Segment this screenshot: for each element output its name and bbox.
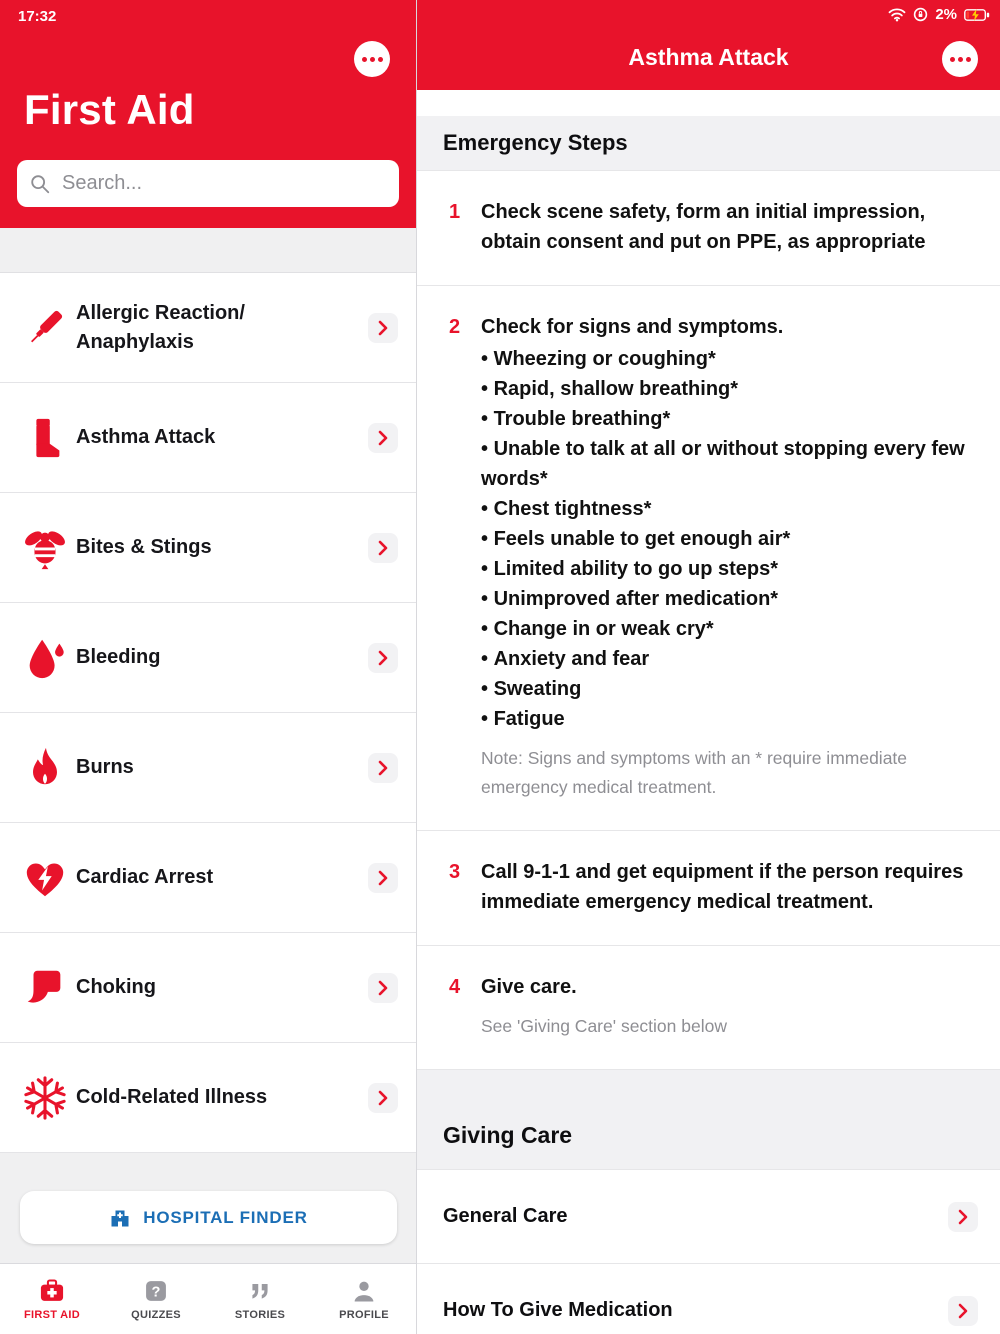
sidebar-item-label: Burns xyxy=(76,756,134,778)
step-text: Give care. xyxy=(481,976,577,998)
tab-quizzes[interactable] xyxy=(104,1264,208,1334)
symptom-item: • Sweating xyxy=(481,674,970,704)
chevron-right-icon xyxy=(948,1296,978,1326)
battery-charging-icon xyxy=(964,9,990,21)
hospital-finder-label: HOSPITAL FINDER xyxy=(143,1207,308,1227)
step-text: Call 9-1-1 and get equipment if the person requires immediate emergency medical treatment. xyxy=(481,861,964,913)
step-4 xyxy=(417,946,1000,1070)
step-number: 3 xyxy=(449,861,461,883)
svg-text:?: ? xyxy=(151,1284,161,1301)
step-text: Check for signs and symptoms. xyxy=(481,316,784,338)
snowflake-icon xyxy=(22,1075,76,1121)
sidebar-item-asthma-attack[interactable] xyxy=(0,383,416,493)
sidebar-item-label: Cardiac Arrest xyxy=(76,866,214,888)
status-bar-right xyxy=(888,6,990,23)
page-title: First Aid xyxy=(24,86,195,133)
symptom-list xyxy=(481,344,970,734)
chevron-right-icon xyxy=(948,1202,978,1232)
chevron-right-icon xyxy=(368,973,398,1003)
sidebar-item-cardiac-arrest[interactable] xyxy=(0,823,416,933)
hospital-finder-button[interactable] xyxy=(20,1191,397,1244)
sidebar-footer xyxy=(0,1153,416,1263)
bee-icon xyxy=(22,525,76,571)
symptom-item: • Unable to talk at all or without stopping every few words* xyxy=(481,434,970,494)
chevron-right-icon xyxy=(368,753,398,783)
step-3 xyxy=(417,831,1000,946)
heart-bolt-icon xyxy=(22,855,76,901)
condition-list xyxy=(0,273,416,1153)
tab-first-aid[interactable] xyxy=(0,1264,104,1334)
step-note: Note: Signs and symptoms with an * require immediate emergency medical treatment. xyxy=(481,748,908,797)
sidebar-header xyxy=(0,0,416,228)
detail-more-button[interactable] xyxy=(942,41,978,77)
sidebar-item-label: Asthma Attack xyxy=(76,426,216,448)
tab-stories[interactable] xyxy=(208,1264,312,1334)
ellipsis-icon xyxy=(370,57,375,62)
person-icon xyxy=(350,1277,378,1305)
care-link-label: How To Give Medication xyxy=(443,1299,673,1321)
tab-label: PROFILE xyxy=(339,1309,389,1321)
sidebar-item-bleeding[interactable] xyxy=(0,603,416,713)
symptom-item: • Limited ability to go up steps* xyxy=(481,554,970,584)
sidebar-more-button[interactable] xyxy=(354,41,390,77)
symptom-item: • Chest tightness* xyxy=(481,494,970,524)
ellipsis-icon xyxy=(958,57,963,62)
chevron-right-icon xyxy=(368,643,398,673)
search-input[interactable] xyxy=(60,171,387,196)
section-header-emergency-steps xyxy=(417,116,1000,171)
flame-icon xyxy=(22,745,76,791)
first-aid-kit-icon xyxy=(37,1277,67,1305)
first-aid-sidebar xyxy=(0,0,417,1334)
battery-percent: 2% xyxy=(935,6,957,23)
sidebar-item-bites-stings[interactable] xyxy=(0,493,416,603)
chevron-right-icon xyxy=(368,533,398,563)
symptom-item: • Anxiety and fear xyxy=(481,644,970,674)
step-1 xyxy=(417,171,1000,286)
sidebar-item-allergic-reaction[interactable] xyxy=(0,273,416,383)
sidebar-spacer xyxy=(0,228,416,273)
search-bar[interactable] xyxy=(17,160,399,207)
symptom-item: • Feels unable to get enough air* xyxy=(481,524,970,554)
symptom-item: • Wheezing or coughing* xyxy=(481,344,970,374)
detail-header xyxy=(417,0,1000,90)
choking-icon xyxy=(22,965,76,1011)
orientation-lock-icon xyxy=(913,7,928,22)
tab-profile[interactable] xyxy=(312,1264,416,1334)
step-number: 2 xyxy=(449,316,461,338)
blood-drop-icon xyxy=(22,635,76,681)
wifi-icon xyxy=(888,7,906,22)
step-number: 1 xyxy=(449,201,461,223)
chevron-right-icon xyxy=(368,423,398,453)
auto-injector-icon xyxy=(22,305,76,351)
care-link-how-to-give-medication[interactable] xyxy=(417,1264,1000,1334)
search-icon xyxy=(29,173,51,195)
symptom-item: • Unimproved after medication* xyxy=(481,584,970,614)
step-subtext: See 'Giving Care' section below xyxy=(481,1016,727,1036)
tab-label: QUIZZES xyxy=(131,1309,181,1321)
detail-content xyxy=(417,90,1000,1334)
tab-bar xyxy=(0,1263,416,1334)
tab-label: STORIES xyxy=(234,1309,286,1321)
chevron-right-icon xyxy=(368,863,398,893)
sidebar-item-label: Bleeding xyxy=(76,646,161,668)
sidebar-item-label: Cold-Related Illness xyxy=(76,1086,268,1108)
section-header-giving-care xyxy=(417,1070,1000,1170)
care-link-label: General Care xyxy=(443,1205,568,1227)
sidebar-item-label: Allergic Reaction/​Anaphylaxis xyxy=(76,301,245,353)
quotes-icon xyxy=(246,1277,274,1305)
chevron-right-icon xyxy=(368,1083,398,1113)
sidebar-item-choking[interactable] xyxy=(0,933,416,1043)
symptom-item: • Change in or weak cry* xyxy=(481,614,970,644)
symptom-item: • Rapid, shallow breathing* xyxy=(481,374,970,404)
question-icon xyxy=(142,1277,170,1305)
sidebar-item-label: Choking xyxy=(76,976,156,998)
symptom-item: • Fatigue xyxy=(481,704,970,734)
hospital-icon xyxy=(108,1206,132,1230)
sidebar-item-burns[interactable] xyxy=(0,713,416,823)
detail-panel xyxy=(417,0,1000,1334)
detail-title: Asthma Attack xyxy=(628,44,789,70)
step-text: Check scene safety, form an initial impression, obtain consent and put on PPE, as appropriate xyxy=(481,201,926,253)
clock: 17:32 xyxy=(18,8,57,25)
section-title: Emergency Steps xyxy=(443,130,628,155)
inhaler-icon xyxy=(22,415,76,461)
step-2 xyxy=(417,286,1000,831)
sidebar-item-cold-related-illness[interactable] xyxy=(0,1043,416,1153)
step-number: 4 xyxy=(449,976,461,998)
chevron-right-icon xyxy=(368,313,398,343)
section-title: Giving Care xyxy=(443,1122,573,1148)
sidebar-item-label: Bites & Stings xyxy=(76,536,212,558)
tab-label: FIRST AID xyxy=(23,1309,81,1321)
symptom-item: • Trouble breathing* xyxy=(481,404,970,434)
care-link-general-care[interactable] xyxy=(417,1170,1000,1264)
